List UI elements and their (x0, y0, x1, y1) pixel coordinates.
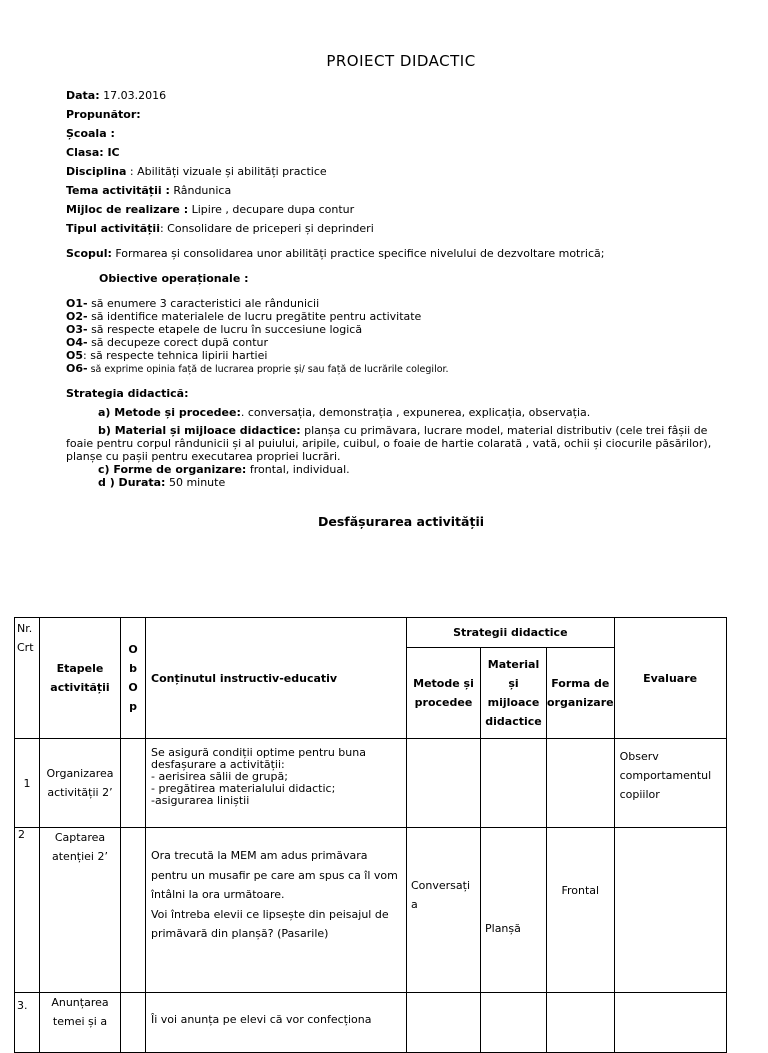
cell-form (547, 993, 615, 1053)
cell-materials (481, 993, 547, 1053)
activity-table (14, 617, 727, 1053)
header-evaluation: Evaluare (614, 618, 726, 739)
cell-form: Frontal (547, 828, 615, 993)
cell-evaluation: Observ comportamentul copiilor (614, 739, 726, 828)
cell-obop (121, 739, 146, 828)
cell-content: Îi voi anunța pe elevi că vor confecționa (146, 993, 407, 1053)
info-row-author: Propunător: (66, 108, 141, 121)
header-stages: Etapele activității (40, 618, 121, 739)
objective-item: O2- să identifice materialele de lucru pregătite pentru activitate (66, 310, 422, 323)
cell-stage: Captarea atenției 2’ (40, 828, 121, 993)
strategy-duration: d ) Durata: 50 minute (98, 476, 226, 489)
cell-materials: Planșă (481, 828, 547, 993)
info-row-date: Data: 17.03.2016 (66, 89, 167, 102)
table-row (15, 739, 727, 828)
objective-item: O5: să respecte tehnica lipirii hartiei (66, 349, 268, 362)
info-row-type: Tipul activității: Consolidare de priceperi și deprinderi (66, 222, 374, 235)
info-row-subject: Disciplina : Abilități vizuale și abilități practice (66, 165, 327, 178)
cell-evaluation (614, 828, 726, 993)
cell-form (547, 739, 615, 828)
header-materials: Material și mijloace didactice (481, 648, 547, 739)
header-obop: O b O p (121, 618, 146, 739)
objective-item: O1- să enumere 3 caracteristici ale rândunicii (66, 297, 320, 310)
table-row (15, 993, 727, 1053)
cell-stage: Anunțarea temei și a (40, 993, 121, 1053)
strategy-methods: a) Metode și procedee:. conversația, demonstrația , expunerea, explicația, observația. (98, 406, 591, 419)
header-nr: Nr. Crt (15, 618, 40, 739)
table-row (15, 828, 727, 993)
cell-materials (481, 739, 547, 828)
info-row-school: Școala : (66, 127, 115, 140)
lesson-info (66, 86, 374, 238)
cell-evaluation (614, 993, 726, 1053)
info-row-class: Clasa: IC (66, 146, 120, 159)
cell-obop (121, 993, 146, 1053)
cell-content: Se asigură condiții optime pentru buna desfașurare a activității: - aerisirea sălii de grupă; - pregătirea materialului didactic; -asigurarea liniștii (146, 739, 407, 828)
section-title: Desfășurarea activității (317, 514, 485, 529)
cell-nr: 3. (15, 993, 40, 1053)
cell-content: Ora trecută la MEM am adus primăvara pentru un musafir pe care am spus ca îl vom întâlni la ora următoare. Voi întreba elevii ce lipsește din peisajul de primăvară din planșă? (Pasarile) (146, 828, 407, 993)
header-content: Conținutul instructiv-educativ (146, 618, 407, 739)
cell-nr: 2 (15, 828, 40, 993)
objective-item: O6- să exprime opinia față de lucrarea proprie și/ sau față de lucrările colegilor. (66, 362, 449, 375)
objective-item: O4- să decupeze corect după contur (66, 336, 269, 349)
cell-methods (407, 993, 481, 1053)
strategy-forms: c) Forme de organizare: frontal, individual. (98, 463, 350, 476)
info-row-theme: Tema activității : Rândunica (66, 184, 232, 197)
info-row-means: Mijloc de realizare : Lipire , decupare dupa contur (66, 203, 355, 216)
cell-stage: Organizarea activității 2’ (40, 739, 121, 828)
strategy-materials: b) Material și mijloace didactice: planșa cu primăvara, lucrare model, material distributiv (cele trei fâșii de foaie pentru corpul rândunicii și al puiului, aripile, cuibul, o foaie de hartie colarată , vată, ochii și ciocurile păsărilor), planșe cu pașii pentru executarea propriei lucrări. (66, 424, 712, 463)
header-methods: Metode și procedee (407, 648, 481, 739)
cell-methods: Conversați a (407, 828, 481, 993)
cell-obop (121, 828, 146, 993)
strategy-list (66, 406, 716, 489)
header-strategies: Strategii didactice (407, 618, 615, 648)
objective-item: O3- să respecte etapele de lucru în succesiune logică (66, 323, 363, 336)
strategy-heading: Strategia didactică: (66, 387, 189, 400)
cell-nr: 1 (15, 739, 40, 828)
objectives-list (66, 297, 449, 376)
cell-methods (407, 739, 481, 828)
lesson-purpose: Scopul: Formarea și consolidarea unor abilități practice specifice nivelului de dezvoltare motrică; (66, 247, 605, 260)
header-form: Forma de organizare (547, 648, 615, 739)
document-title: PROIECT DIDACTIC (326, 52, 476, 70)
objectives-heading: Obiective operaționale : (99, 272, 249, 285)
